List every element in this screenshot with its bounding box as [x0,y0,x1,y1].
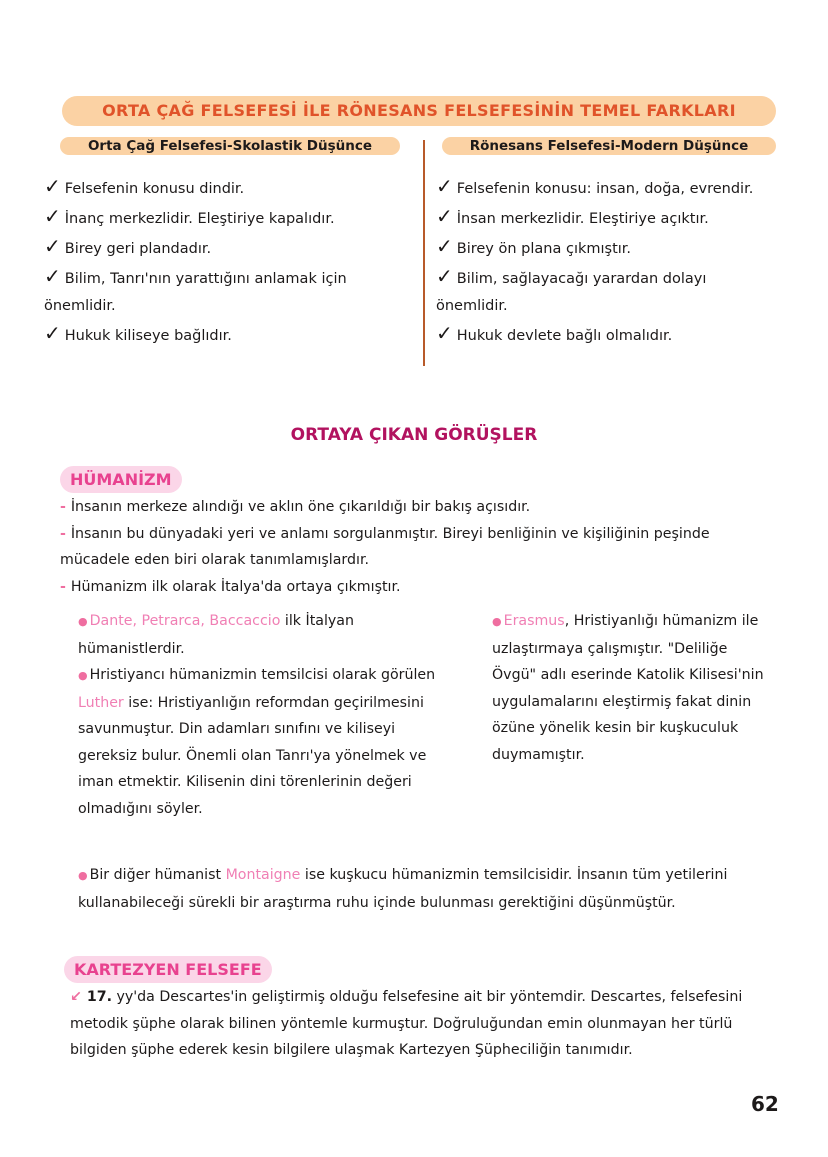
bullet-icon: ● [78,615,88,628]
list-item: ✓ Birey geri plandadır. [44,234,212,258]
century: 17. [86,989,112,1005]
luther-name: Luther [78,694,124,711]
check-icon: ✓ [436,264,453,288]
column-divider [423,140,425,366]
dash-icon: - [60,499,71,515]
check-icon: ✓ [44,234,61,258]
page-number: 62 [751,1092,779,1116]
list-item: ✓ Hukuk kiliseye bağlıdır. [44,321,232,345]
check-icon: ✓ [44,264,61,288]
check-icon: ✓ [436,234,453,258]
list-item: ✓ Felsefenin konusu dindir. [44,174,245,198]
italian-names: Dante, Petrarca, Baccaccio [89,613,281,629]
humanism-label: HÜMANİZM [60,466,182,493]
bullet-icon: ● [492,615,502,628]
cartesian-label: KARTEZYEN FELSEFE [64,956,272,983]
section-title: ORTAYA ÇIKAN GÖRÜŞLER [290,425,538,445]
list-item: ✓ Birey ön plana çıkmıştır. [436,234,632,258]
arrow-icon: ↙ [70,989,87,1005]
list-item: ✓ Hukuk devlete bağlı olmalıdır. [436,321,673,345]
right-list [436,173,781,350]
humanism-point: - İnsanın merkeze alındığı ve aklın öne çıkarıldığı bir bakış açısıdır. [60,499,531,515]
list-item: ✓ Felsefenin konusu: insan, doğa, evrendir. [436,174,754,198]
check-icon: ✓ [44,174,61,198]
humanism-point: - İnsanın bu dünyadaki yeri ve anlamı sorgulanmıştır. Bireyi benliğinin ve kişiliğinin peşinde mücadele eden biri olarak tanımlamışlardır. [60,525,710,568]
montaigne-block: ● Bir diğer hümanist Montaigne ise kuşkucu hümanizmin temsilcisidir. İnsanın tüm yetilerini kullanabileceği sürekli bir araştırma ruhu içinde bulunması gerektiğini düşünmüştür. [78,867,728,911]
list-item: ✓ İnsan merkezlidir. Eleştiriye açıktır. [436,204,709,228]
right-column-heading: Rönesans Felsefesi-Modern Düşünce [469,138,749,154]
cartesian-text: ↙ 17. yy'da Descartes'in geliştirmiş olduğu felsefesine ait bir yöntemdir. Descartes, felsefesini metodik şüphe olarak bilinen yöntemle kurmuştur. Doğruluğundan emin olunmayan her türlü bilgiden şüphe ederek kesin bilgilere ulaşmak Kartezyen Şüpheciliğin tanımıdır. [70,989,743,1058]
check-icon: ✓ [436,204,453,228]
list-item: ✓ Bilim, Tanrı'nın yarattığını anlamak için önemlidir. [44,264,347,314]
list-item: ✓ Bilim, sağlayacağı yarardan dolayı önemlidir. [436,264,707,314]
check-icon: ✓ [436,321,453,345]
list-item: ✓ İnanç merkezlidir. Eleştiriye kapalıdır. [44,204,335,228]
left-column-heading: Orta Çağ Felsefesi-Skolastik Düşünce [87,138,373,154]
italian-humanists-block: ● Dante, Petrarca, Baccaccio ilk İtalyan hümanistlerdir. ● Hristiyancı hümanizmin temsilcisi olarak görülen Luther ise: Hristiyanlığın reformdan geçirilmesini savunmuştur. Din adamları sınıfını ve kiliseyi gereksiz bulur. Önemli olan Tanrı'ya yönelmek ve iman etmektir. Kilisenin dini törenlerinin değeri olmadığını söyler. [78,613,436,817]
humanism-point: - Hümanizm ilk olarak İtalya'da ortaya çıkmıştır. [60,578,401,595]
bullet-icon: ● [78,669,88,682]
check-icon: ✓ [44,204,61,228]
bullet-icon: ● [78,869,88,882]
erasmus-name: Erasmus [503,613,565,629]
dash-icon: - [60,578,71,595]
dash-icon: - [60,525,71,542]
humanism-points [60,494,770,600]
check-icon: ✓ [436,174,453,198]
erasmus-block: ● Erasmus, Hristiyanlığı hümanizm ile uzlaştırmaya çalışmıştır. "Deliliğe Övgü" adlı eserinde Katolik Kilisesi'nin uygulamalarını eleştirmiş fakat dinin özüne yönelik kesin bir kuşkuculuk duymamıştır. [492,613,764,763]
montaigne-name: Montaigne [225,867,301,883]
left-list [44,173,410,350]
check-icon: ✓ [44,321,61,345]
page-title: ORTA ÇAĞ FELSEFESİ İLE RÖNESANS FELSEFESİNİN TEMEL FARKLARI [102,101,736,120]
